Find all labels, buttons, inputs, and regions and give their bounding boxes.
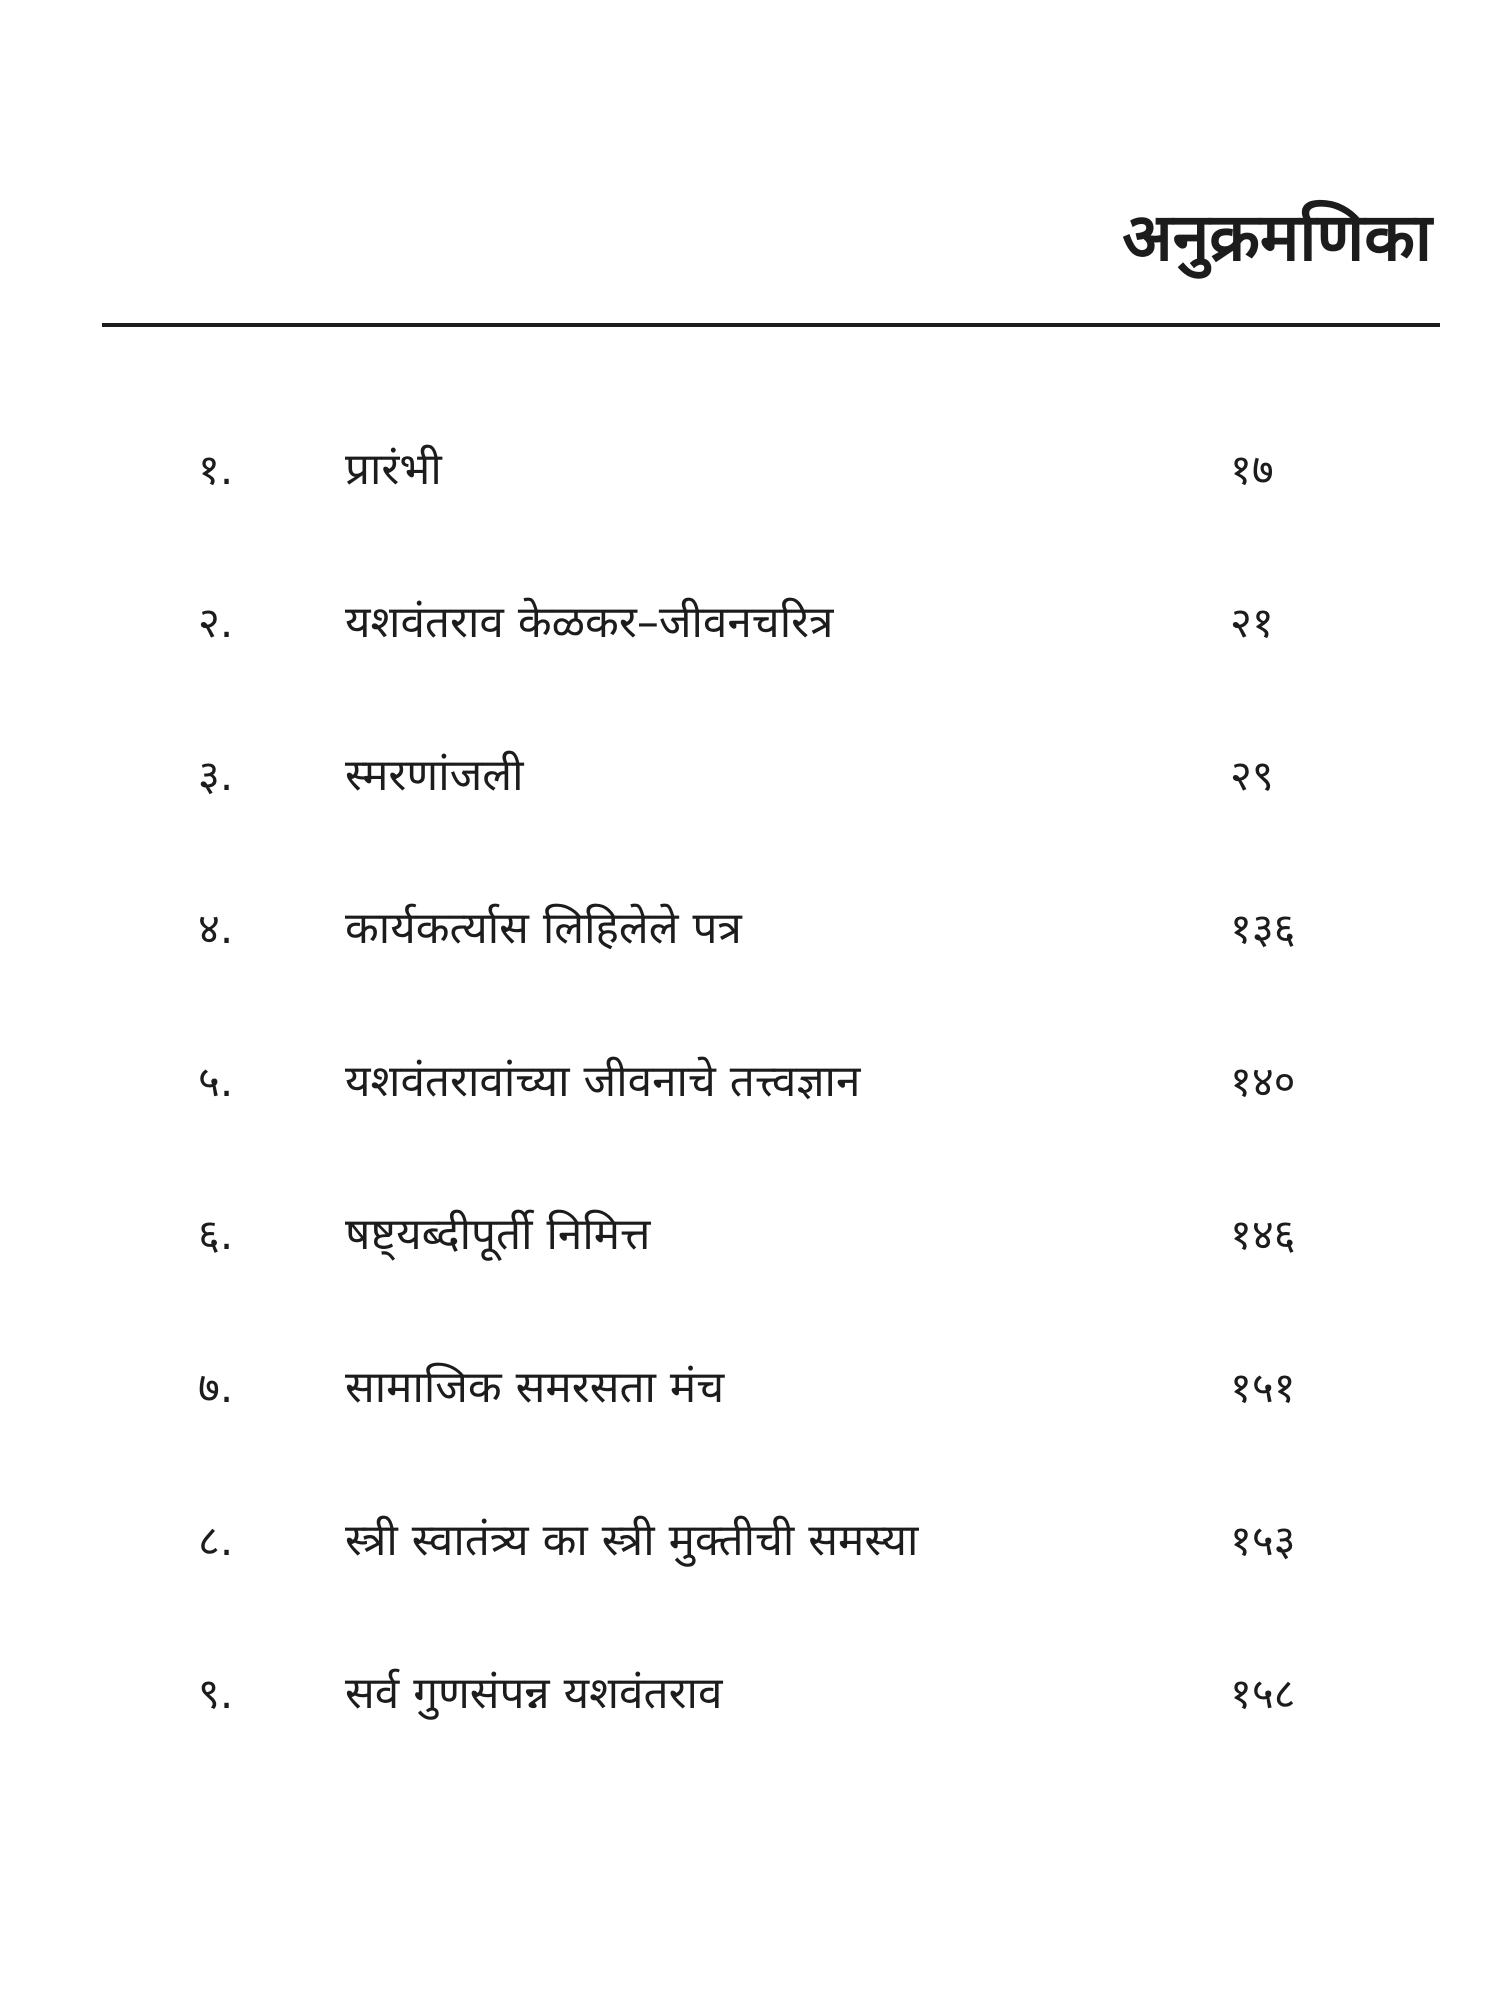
entry-number: १. bbox=[198, 445, 234, 494]
entry-page: १५८ bbox=[1230, 1669, 1296, 1718]
entry-title: प्रारंभी bbox=[345, 444, 442, 495]
entry-page: १५३ bbox=[1230, 1516, 1296, 1565]
entry-page: २१ bbox=[1230, 598, 1274, 647]
toc-entry bbox=[0, 1654, 1500, 1734]
toc-entry bbox=[0, 1195, 1500, 1275]
toc-entry bbox=[0, 430, 1500, 510]
entry-title: सर्व गुणसंपन्न यशवंतराव bbox=[345, 1668, 723, 1719]
toc-entry bbox=[0, 583, 1500, 663]
entry-number: ४. bbox=[198, 904, 234, 953]
entry-title: कार्यकर्त्यास लिहिलेले पत्र bbox=[345, 903, 742, 954]
toc-entry bbox=[0, 1501, 1500, 1581]
entry-title: यशवंतराव केळकर–जीवनचरित्र bbox=[345, 597, 834, 648]
toc-entry bbox=[0, 736, 1500, 816]
entry-page: १४६ bbox=[1230, 1210, 1296, 1259]
entry-page: १७ bbox=[1230, 445, 1274, 494]
entry-title: स्मरणांजली bbox=[345, 750, 524, 801]
entry-number: ३. bbox=[198, 751, 234, 800]
entry-title: सामाजिक समरसता मंच bbox=[345, 1362, 725, 1413]
entry-number: ७. bbox=[198, 1363, 234, 1412]
entry-number: ६. bbox=[198, 1210, 234, 1259]
entry-number: ५. bbox=[198, 1057, 234, 1106]
entry-title: षष्ट्यब्दीपूर्ती निमित्त bbox=[345, 1209, 651, 1260]
toc-entry bbox=[0, 889, 1500, 969]
entry-number: २. bbox=[198, 598, 234, 647]
entry-number: ८. bbox=[198, 1516, 234, 1565]
toc-entry bbox=[0, 1042, 1500, 1122]
toc-entry bbox=[0, 1348, 1500, 1428]
entry-page: १४० bbox=[1230, 1057, 1296, 1106]
entry-page: १५१ bbox=[1230, 1363, 1296, 1412]
page-title: अनुक्रमणिका bbox=[1122, 199, 1432, 276]
entry-title: स्त्री स्वातंत्र्य का स्त्री मुक्तीची समस्या bbox=[345, 1515, 919, 1566]
entry-number: ९. bbox=[198, 1669, 234, 1718]
heading-divider bbox=[102, 323, 1440, 327]
entry-page: २९ bbox=[1230, 751, 1274, 800]
entry-page: १३६ bbox=[1230, 904, 1296, 953]
entry-title: यशवंतरावांच्या जीवनाचे तत्त्वज्ञान bbox=[345, 1056, 861, 1107]
